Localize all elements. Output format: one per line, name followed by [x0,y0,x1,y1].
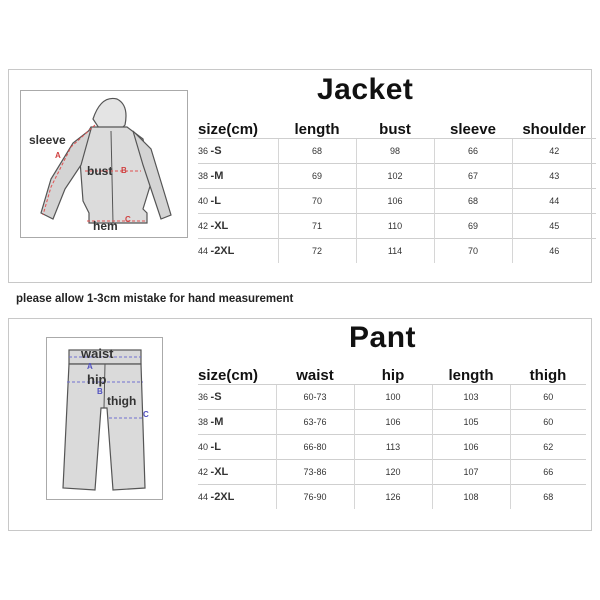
size-number: 40 [198,442,209,452]
header-hip: hip [381,367,405,384]
pant-size-table [198,354,586,509]
pant-figure [46,337,163,500]
table-row [198,485,586,510]
size-cell [198,214,278,239]
sleeve-label: sleeve [29,133,66,147]
header-thigh: thigh [529,367,567,384]
sleeve-marker-a: A [55,151,61,160]
bust-cell: 102 [356,164,434,189]
size-letter: -M [210,416,224,428]
size-letter: -2XL [210,245,235,257]
sleeve-cell: 67 [434,164,512,189]
size-letter: -M [210,170,224,182]
table-row [198,189,596,214]
hem-marker-c: C [125,215,131,224]
header-size: size(cm) [198,121,259,138]
waist-label: waist [81,346,114,361]
size-letter: -L [210,195,221,207]
shoulder-cell: 45 [512,214,596,239]
table-row [198,385,586,410]
waist-cell: 60-73 [276,385,354,410]
bust-cell: 106 [356,189,434,214]
waist-cell: 76-90 [276,485,354,510]
header-size: size(cm) [198,367,259,384]
length-cell: 70 [278,189,356,214]
bust-cell: 114 [356,239,434,264]
size-number: 38 [198,171,209,181]
size-number: 36 [198,392,209,402]
pant-title: Pant [349,321,417,354]
hem-label: hem [93,219,118,233]
thigh-cell: 62 [510,435,586,460]
thigh-cell: 66 [510,460,586,485]
table-row [198,214,596,239]
size-number: 36 [198,146,209,156]
header-shoulder: shoulder [522,121,586,138]
sleeve-cell: 66 [434,139,512,164]
waist-cell: 73-86 [276,460,354,485]
shoulder-cell: 46 [512,239,596,264]
size-letter: -XL [210,220,229,232]
length-cell: 71 [278,214,356,239]
jacket-panel [8,69,592,283]
size-number: 40 [198,196,209,206]
bust-cell: 110 [356,214,434,239]
size-letter: -S [210,391,222,403]
thigh-cell: 68 [510,485,586,510]
jacket-size-table [198,108,596,263]
hip-cell: 100 [354,385,432,410]
hip-cell: 113 [354,435,432,460]
table-row [198,460,586,485]
table-header-row [198,354,586,385]
length-cell: 103 [432,385,510,410]
length-cell: 68 [278,139,356,164]
shoulder-cell: 42 [512,139,596,164]
bust-label: bust [87,164,113,178]
length-cell: 108 [432,485,510,510]
waist-cell: 63-76 [276,410,354,435]
waist-marker-a: A [87,362,93,371]
size-number: 42 [198,221,209,231]
size-letter: -S [210,145,222,157]
size-number: 44 [198,246,209,256]
size-number: 44 [198,492,209,502]
header-length: length [294,121,340,138]
length-cell: 107 [432,460,510,485]
size-cell [198,435,276,460]
thigh-cell: 60 [510,410,586,435]
size-cell [198,460,276,485]
hip-label: hip [87,372,107,387]
thigh-cell: 60 [510,385,586,410]
table-row [198,139,596,164]
size-cell [198,164,278,189]
table-row [198,239,596,264]
header-sleeve: sleeve [450,121,496,138]
sleeve-cell: 68 [434,189,512,214]
header-waist: waist [296,367,334,384]
length-cell: 106 [432,435,510,460]
table-header-row [198,108,596,139]
bust-cell: 98 [356,139,434,164]
size-cell [198,385,276,410]
length-cell: 105 [432,410,510,435]
size-cell [198,485,276,510]
length-cell: 69 [278,164,356,189]
waist-cell: 66-80 [276,435,354,460]
size-number: 42 [198,467,209,477]
size-number: 38 [198,417,209,427]
length-cell: 72 [278,239,356,264]
shoulder-cell: 43 [512,164,596,189]
hip-cell: 126 [354,485,432,510]
sleeve-cell: 69 [434,214,512,239]
header-length: length [448,367,494,384]
shoulder-cell: 44 [512,189,596,214]
hip-cell: 106 [354,410,432,435]
table-row [198,164,596,189]
measurement-note: please allow 1-3cm mistake for hand measurement [16,293,294,305]
size-cell [198,139,278,164]
size-letter: -L [210,441,221,453]
size-cell [198,189,278,214]
thigh-marker-c: C [143,410,149,419]
hip-cell: 120 [354,460,432,485]
hip-marker-b: B [97,387,103,396]
table-row [198,435,586,460]
pant-panel [8,318,592,531]
table-row [198,410,586,435]
size-cell [198,410,276,435]
header-bust: bust [379,121,411,138]
size-letter: -XL [210,466,229,478]
size-letter: -2XL [210,491,235,503]
jacket-title: Jacket [317,73,414,106]
thigh-label: thigh [107,394,137,408]
bust-marker-b: B [121,166,127,175]
sleeve-cell: 70 [434,239,512,264]
jacket-figure [20,90,188,238]
size-cell [198,239,278,264]
